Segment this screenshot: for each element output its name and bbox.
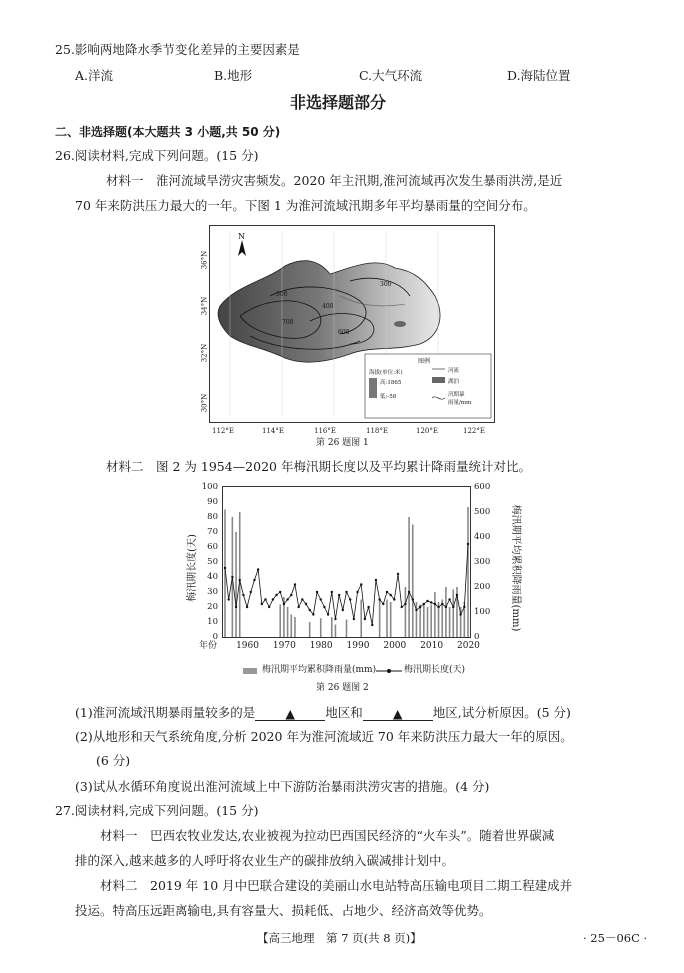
section-title: 非选择题部分 (290, 93, 387, 112)
blank-1[interactable] (255, 706, 325, 721)
q25-stem: 25.影响两地降水季节变化差异的主要因素是 (55, 42, 300, 57)
q26-sub3: (3)试从水循环角度说出淮河流域上中下游防治暴雨洪涝灾害的措施。(4 分) (75, 779, 490, 794)
q27-material2-line1: 材料二 2019 年 10 月中巴联合建设的美丽山水电站特高压输电项目二期工程建成并 (100, 878, 573, 893)
season-length-point (231, 576, 233, 578)
legend-bar-swatch (243, 668, 257, 674)
rain-bar (427, 607, 429, 637)
right-tick-label: 500 (474, 507, 491, 517)
season-length-point (250, 591, 252, 593)
season-length-point (415, 609, 417, 611)
season-length-point (397, 573, 399, 575)
rain-bar (452, 590, 454, 638)
season-length-point (268, 606, 270, 608)
rain-bar (287, 607, 289, 637)
season-length-point (338, 594, 340, 596)
triangle-icon: ▲ (392, 706, 403, 721)
q27-material2-line2: 投运。特高压远距离输电,具有容量大、损耗低、占地少、经济高效等优势。 (75, 903, 492, 918)
season-length-point (430, 601, 432, 603)
season-length-point (412, 598, 414, 600)
season-length-point (452, 606, 454, 608)
lon-label: 122°E (463, 427, 485, 435)
season-length-point (235, 606, 237, 608)
season-length-point (459, 613, 461, 615)
rain-bar (294, 617, 296, 637)
right-tick-label: 100 (474, 607, 491, 617)
season-length-point (246, 606, 248, 608)
season-length-point (378, 598, 380, 600)
figure1-caption: 第 26 题图 1 (316, 438, 369, 448)
left-tick-label: 50 (207, 557, 218, 567)
right-tick-label: 400 (474, 532, 491, 542)
footer-code: · 25－06C · (583, 931, 648, 945)
season-length-point (290, 594, 292, 596)
season-length-point (404, 603, 406, 605)
contour-label: 600 (338, 329, 350, 336)
y-axis-label-left: 梅汛期长度(天) (187, 534, 198, 602)
lon-label: 116°E (314, 427, 336, 435)
blank-2[interactable] (363, 706, 433, 721)
q27-material1-line2: 排的深入,越来越多的人呼吁将农业生产的碳排放纳入碳减排计划中。 (75, 853, 454, 868)
q26-stem: 26.阅读材料,完成下列问题。(15 分) (55, 148, 259, 163)
season-length-point (342, 609, 344, 611)
sub1-text-c: 地区,试分析原因。(5 分) (432, 705, 571, 720)
season-length-point (320, 598, 322, 600)
season-length-point (224, 567, 226, 569)
rain-bar (434, 592, 436, 637)
season-length-point (331, 591, 333, 593)
y-axis-label-right: 梅汛期平均累积降雨量(mm) (510, 504, 521, 632)
legend-bar-label: 梅汛期平均累积降雨量(mm) (262, 665, 377, 675)
rain-bar (467, 507, 469, 637)
rain-bar (449, 607, 451, 637)
rain-bar (331, 617, 333, 637)
left-tick-label: 30 (207, 587, 218, 597)
season-length-point (294, 583, 296, 585)
season-length-point (389, 594, 391, 596)
x-tick-label: 1960 (236, 641, 259, 651)
x-tick-label: 1970 (272, 641, 296, 651)
rain-bar (405, 587, 407, 637)
rain-bar (335, 625, 337, 638)
season-length-point (297, 606, 299, 608)
season-length-point (364, 618, 366, 620)
season-length-point (382, 603, 384, 605)
contour-label: 500 (276, 291, 288, 298)
north-arrow-icon (238, 240, 246, 256)
contour-label: 300 (380, 281, 392, 288)
season-length-point (301, 598, 303, 600)
rain-bar (445, 587, 447, 637)
season-length-point (286, 598, 288, 600)
lon-label: 118°E (366, 427, 388, 435)
legend-rain: 汛期暴 (448, 392, 465, 398)
basin-shape (218, 261, 440, 362)
rain-bar (419, 605, 421, 638)
figure1-map (209, 225, 495, 423)
x-tick-label: 2000 (383, 641, 407, 651)
legend-river: 河流 (448, 368, 460, 374)
q25-option-d: D.海陆位置 (507, 68, 571, 83)
q25-option-b: B.地形 (214, 68, 253, 83)
season-length-point (356, 591, 358, 593)
season-length-point (316, 591, 318, 593)
north-label: N (238, 232, 245, 241)
left-tick-label: 70 (207, 527, 218, 537)
lat-label: 30°N (200, 393, 209, 413)
season-length-point (272, 598, 274, 600)
lat-label: 32°N (200, 343, 209, 363)
contour-label: 400 (322, 303, 334, 310)
footer-page: 【高三地理 第 7 页(共 8 页)】 (257, 931, 422, 945)
right-tick-label: 300 (474, 557, 491, 567)
season-length-point (279, 591, 281, 593)
x-tick-label: 1980 (309, 641, 333, 651)
sub1-text-a: (1)淮河流域汛期暴雨量较多的是 (75, 705, 256, 720)
q26-sub1 (75, 705, 571, 721)
season-length-point (419, 606, 421, 608)
season-length-point (467, 543, 469, 545)
season-length-point (239, 579, 241, 581)
x-tick-label: 2010 (420, 641, 444, 651)
q26-material1-line2: 70 年来防洪压力最大的一年。下图 1 为淮河流域汛期多年平均暴雨量的空间分布。 (75, 198, 536, 213)
season-length-point (371, 624, 373, 626)
season-length-point (345, 591, 347, 593)
contour-label: 700 (282, 319, 294, 326)
lon-label: 120°E (416, 427, 438, 435)
x-tick-label: 1990 (346, 641, 370, 651)
rain-bar (408, 517, 410, 637)
q25-option-a: A.洋流 (75, 68, 114, 83)
q27-material1-line1: 材料一 巴西农牧业发达,农业被视为拉动巴西国民经济的“火车头”。随着世界碳减 (100, 828, 555, 843)
figure2-chart (222, 486, 471, 638)
left-tick-label: 0 (212, 632, 218, 642)
q25-option-c: C.大气环流 (359, 68, 423, 83)
legend-lake: 湖泊 (448, 379, 460, 385)
season-length-point (386, 591, 388, 593)
rain-bar (279, 605, 281, 638)
rain-bar (360, 600, 362, 638)
rain-bar (320, 618, 322, 637)
q26-material2-line: 材料二 图 2 为 1954—2020 年梅汛期长度以及平均累计降雨量统计对比。 (106, 459, 531, 474)
season-length-point (448, 598, 450, 600)
right-tick-label: 200 (474, 582, 491, 592)
rain-bar (386, 600, 388, 638)
legend-low: 低:-58 (380, 394, 397, 400)
season-length-point (349, 598, 351, 600)
season-length-point (353, 618, 355, 620)
season-length-point (242, 594, 244, 596)
triangle-icon: ▲ (285, 706, 296, 721)
season-length-point (360, 583, 362, 585)
rain-bar (412, 525, 414, 638)
left-tick-label: 90 (207, 497, 218, 507)
season-length-point (445, 606, 447, 608)
right-tick-label: 0 (474, 632, 480, 642)
section-note: 二、非选择题(本大题共 3 小题,共 50 分) (55, 125, 281, 139)
season-length-point (227, 598, 229, 600)
season-length-point (456, 594, 458, 596)
q26-material1-line1: 材料一 淮河流域旱涝灾害频发。2020 年主汛期,淮河流域再次发生暴雨洪涝,是近 (106, 173, 563, 188)
season-length-point (434, 603, 436, 605)
season-length-point (312, 613, 314, 615)
lat-label: 36°N (200, 250, 209, 270)
season-length-point (441, 603, 443, 605)
legend-elevation-title: 海拔(单位:米) (369, 370, 403, 376)
sub1-text-b: 地区和 (325, 705, 363, 720)
right-tick-label: 600 (474, 482, 491, 492)
rain-bar (430, 605, 432, 638)
rain-bar (239, 512, 241, 637)
legend-rain-unit: 雨量/mm (448, 400, 472, 406)
rain-bar (423, 605, 425, 638)
season-length-point (463, 606, 465, 608)
season-length-point (264, 598, 266, 600)
season-length-point (308, 609, 310, 611)
season-length-point (327, 613, 329, 615)
figure2-caption: 第 26 题图 2 (316, 683, 369, 693)
left-tick-label: 10 (207, 617, 218, 627)
season-length-point (408, 591, 410, 593)
x-tick-label: 2020 (457, 641, 480, 651)
left-tick-label: 60 (207, 542, 218, 552)
season-length-point (401, 606, 403, 608)
season-length-point (375, 579, 377, 581)
season-length-point (253, 579, 255, 581)
q26-sub2: (2)从地形和天气系统角度,分析 2020 年为淮河流域近 70 年来防洪压力最大一年的原因。 (75, 729, 573, 744)
legend-line-label: 梅汛期长度(天) (404, 665, 466, 675)
rain-bar (290, 615, 292, 638)
left-tick-label: 100 (201, 482, 218, 492)
season-length-point (437, 606, 439, 608)
season-length-point (426, 600, 428, 602)
legend-high: 高:1865 (380, 380, 402, 386)
rain-bar (379, 600, 381, 638)
chart-svg (223, 487, 470, 637)
season-length-point (283, 603, 285, 605)
season-length-point (393, 598, 395, 600)
season-length-point (334, 618, 336, 620)
legend-line-swatch (376, 666, 402, 676)
x-axis-label: 年份 (199, 641, 218, 651)
lat-label: 34°N (200, 296, 209, 316)
q26-sub2-score: (6 分) (96, 753, 131, 768)
left-tick-label: 80 (207, 512, 218, 522)
rain-bar (346, 620, 348, 638)
rain-bar (309, 622, 311, 637)
rain-bar (235, 532, 237, 637)
season-length-point (323, 606, 325, 608)
season-length-point (257, 568, 259, 570)
season-length-point (261, 603, 263, 605)
season-length-point (275, 594, 277, 596)
left-tick-label: 20 (207, 602, 218, 612)
season-length-point (305, 603, 307, 605)
lon-label: 114°E (262, 427, 284, 435)
legend-title: 图例 (418, 358, 431, 365)
season-length-point (367, 606, 369, 608)
q27-stem: 27.阅读材料,完成下列问题。(15 分) (55, 803, 259, 818)
lon-label: 112°E (212, 427, 234, 435)
season-length-point (423, 603, 425, 605)
rain-bar (390, 602, 392, 637)
left-tick-label: 40 (207, 572, 218, 582)
